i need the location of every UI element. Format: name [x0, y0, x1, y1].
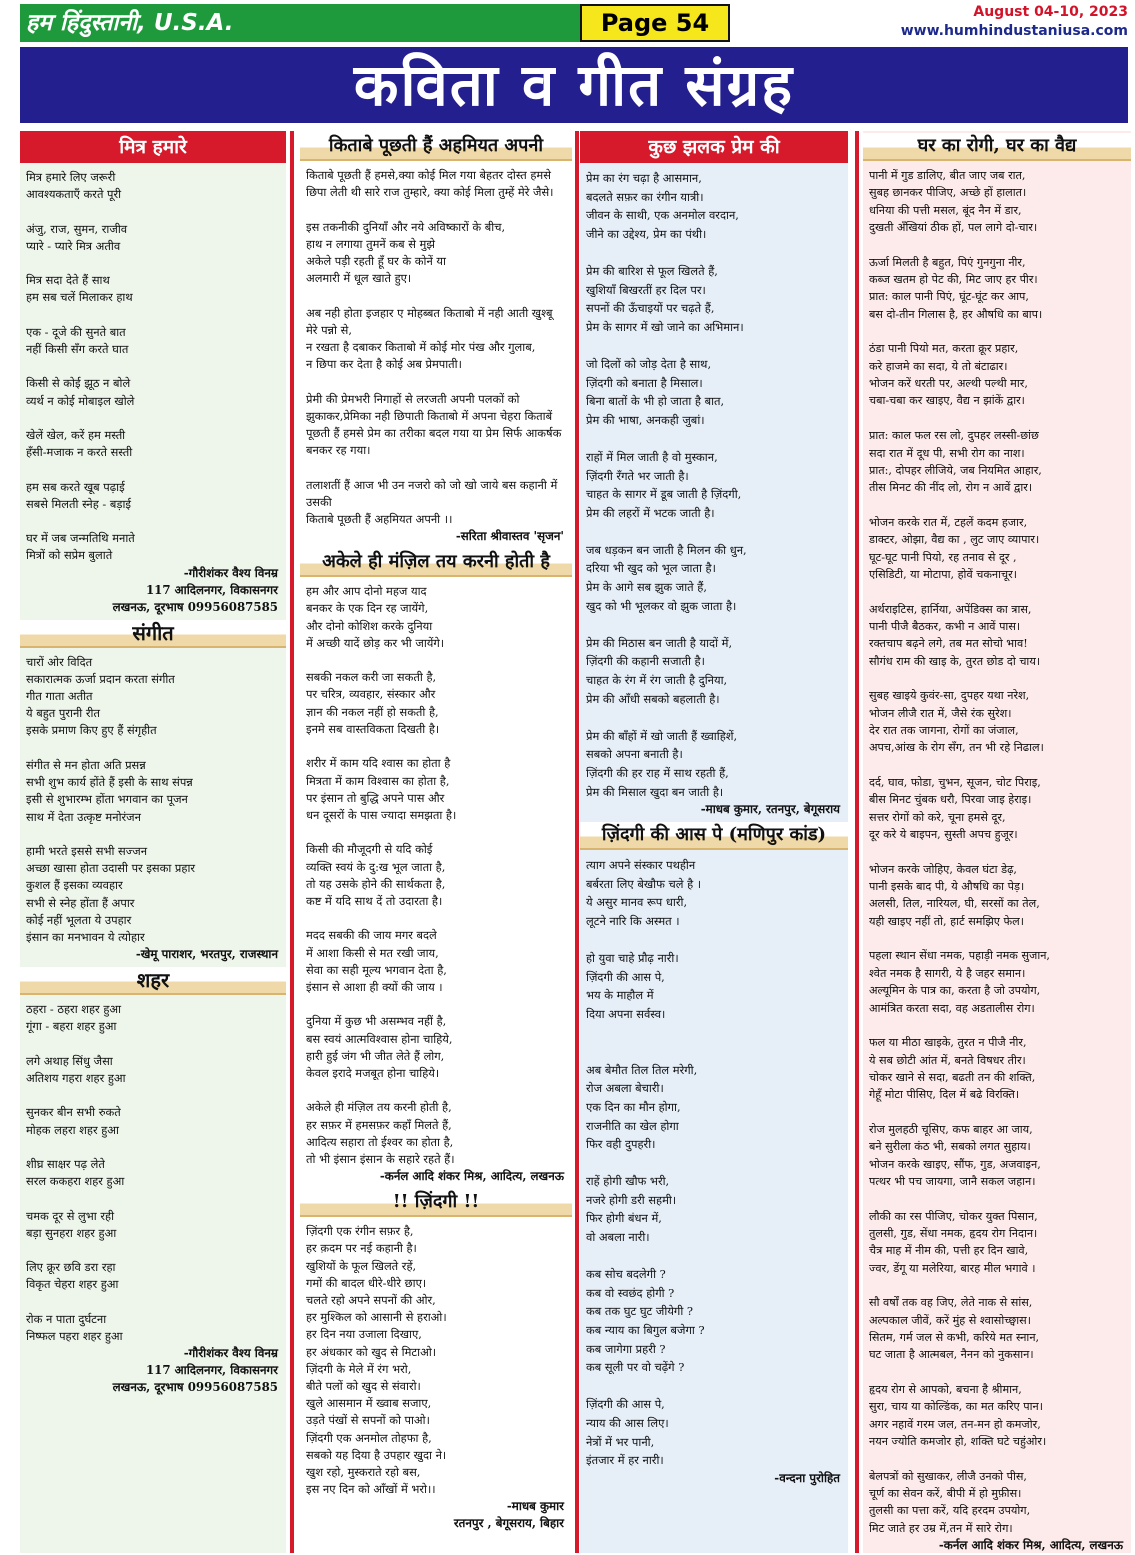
poem-credit-mitra: -गौरीशंकर वैश्य विनम्र 117 आदिलनगर, विकासनगर लखनऊ, दूरभाष 09956087585 — [112, 565, 278, 614]
brand-name: हम हिंदुस्तानी, U.S.A. — [20, 4, 580, 42]
poem-body-sangeet: चारों ओर विदित सकारात्मक ऊर्जा प्रदान करता संगीत गीत गाता अतीत ये बहुत पुरानी रीत इसके प्रमाण किए हुए हैं संगृहीत संगीत से मन होता अति प्रसन्न सभी शुभ कार्य होंते हैं इसी के साथ संपन्न इसी से शुभारम्भ होंता भगवान का पूजन साथ में देता उत्कृष्ट मनोरंजन हामी भरते इससे सभी सज्जन अच्छा खासा होता उदासी पर इसका प्रहार कुशल हैं इसका व्यवहार सभी से स्नेह होंता हैं अपार कोई नहीं भूलता ये उपहार इंसान का मनभावन ये त्योहार — [26, 654, 196, 944]
poem-body-shahar: ठहरा - ठहरा शहर हुआ गूंगा - बहरा शहर हुआ लगे अथाह सिंधु जैसा अतिशय गहरा शहर हुआ सुनकर बीन सभी रुकते मोहक लहरा शहर हुआ शीघ्र साक्षर पढ़ लेते सरल ककहरा शहर हुआ चमक दूर से लुभा रही बड़ा सुनहरा शहर हुआ लिए क्रूर छवि डरा रहा विकृत चेहरा शहर हुआ रोक न पाता दुर्घटना निष्फल पहरा शहर हुआ — [26, 1002, 126, 1343]
poem-title-zindagi: !! ज़िंदगी !! — [300, 1189, 572, 1217]
poem-body-ghar: पानी में गुड डालिए, बीत जाए जब रात, सुबह छानकर पीजिए, अच्छे हों हालात। धनिया की पत्ती मसल, बूंद नैन में डार, दुखती अँखियां ठीक हों, पल लागे दो-चार। ऊर्जा मिलती है बहुत, पिएं गुनगुना नीर, कब्ज खतम हो पेट की, मिट जाए हर पीर। प्रात: काल पानी पिएं, घूंट-घूंट कर आप, बस दो-तीन गिलास है, हर औषधि का बाप। ठंडा पानी पियो मत, करता क्रूर प्रहार, करे हाजमे का सदा, ये तो बंटाढार। भोजन करें धरती पर, अल्थी पल्थी मार, चबा-चबा कर खाइए, वैद्य न झांकें द्वार। प्रात: काल फल रस लो, दुपहर लस्सी-छांछ सदा रात में दूध पी, सभी रोग का नाश। प्रात:, दोपहर लीजिये, जब नियमित आहार, तीस मिनट की नींद लो, रोग न आवें द्वार। भोजन करके रात में, टहलें कदम हजार, डाक्टर, ओझा, वैद्य का , लुट जाए व्यापार। घूट-घूट पानी पियो, रह तनाव से दूर , एसिडिटी, या मोटापा, होवें चकनाचूर। अर्थराइटिस, हार्निया, अपेंडिक्स का त्रास, पानी पीजै बैठकर, कभी न आवें पास। रक्तचाप बढ़ने लगे, तब मत सोचो भाव! सौगंध राम की खाइ के, तुरत छोड दो चाय। सुबह खाइये कुवंर-सा, दुपहर यथा नरेश, भोजन लीजै रात में, जैसे रंक सुरेश। देर रात तक जागना, रोगों का जंजाल, अपच,आंख के रोग सँग, तन भी रहे निढाल। दर्द, घाव, फोडा, चुभन, सूजन, चोट पिराइ, बीस मिनट चुंबक धरौ, पिरवा जाइ हेराइ। सत्तर रोगों को करे, चूना हमसे दूर, दूर करे ये बाइपन, सुस्ती अपच हुजूर। भोजन करके जोहिए, केवल घंटा डेढ़, पानी इसके बाद पी, ये औषधि का पेड़। अलसी, तिल, नारियल, घी, सरसों का तेल, यही खाइए नहीं तो, हार्ट समझिए फेल। पहला स्थान सेंधा नमक, पहाड़ी नमक सुजान, श्वेत नमक है सागरी, ये है जहर समान। अल्यूमिन के पात्र का, करता है जो उपयोग, आमंत्रित करता सदा, वह अडतालीस रोग। फल या मीठा खाइके, तुरत न पीजै नीर, ये सब छोटी आंत में, बनते विषधर तीर। चोकर खाने से सदा, बढती तन की शक्ति, गेहूँ मोटा पीसिए, दिल में बढे विरक्ति। रोज मुलहठी चूसिए, कफ बाहर आ जाय, बने सुरीला कंठ भी, सबको लगत सुहाय। भोजन करके खाइए, सौंफ, गुड, अजवाइन, पत्थर भी पच जायगा, जानै सकल जहान। लौकी का रस पीजिए, चोकर युक्त पिसान, तुलसी, गुड, सेंधा नमक, हृदय रोग निदान। चैत्र माह में नीम की, पत्ती हर दिन खावे, ज्वर, डेंगू या मलेरिया, बारह मील भगावे । सौ वर्षों तक वह जिए, लेते नाक से सांस, अल्पकाल जीवें, करें मुंह से श्वासोच्छ्वास। सितम, गर्म जल से कभी, करिये मत स्नान, घट जाता है आत्मबल, नैनन को नुकसान। हृदय रोग से आपको, बचना है श्रीमान, सुरा, चाय या कोल्डिंक, का मत करिए पान। अगर नहावें गरम जल, तन-मन हो कमजोर, नयन ज्योति कमजोर हो, शक्ति घटे चहुंओर। बेलपत्रों को सुखाकर, लीजै उनको पीस, चूर्ण का सेवन करें, बीपी में हो मुफ़ीस। तुलसी का पत्ता करें, यदि हरदम उपयोग, मिट जाते हर उम्र में,तन में सारे रोग। — [869, 169, 1050, 1535]
poem-body-kitabe: किताबे पूछती हैं हमसे,क्या कोई मिल गया बेहतर दोस्त हमसे छिपा लेती थी सारे राज तुम्हारे, क्या कोई मिला तुम्हें मेरे जैसे। इस तकनीकी दुनियाँ और नये अविष्कारों के बीच, हाथ न लगाया तुमनें कब से मुझे अकेले पड़ी रहती हूँ घर के कोनें या अलमारी में धूल खाते हुए। अब नही होता इजहार ए मोहब्बत किताबो में नही आती खुश्बू मेरे पन्नो से, न रखता है दबाकर किताबो में कोई मोर पंख और गुलाब, न छिपा कर देता है कोई अब प्रेमपाती। प्रेमी की प्रेमभरी निगाहों से लरजती अपनी पलकों को झुकाकर,प्रेमिका नही छिपाती किताबो में अपना चेहरा किताबें पूछती हैं हमसे प्रेम का तरीका बदल गया या प्रेम सिर्फ आकर्षक बनकर रह गया। तलाशतीं हैं आज भी उन नजरो को जो खो जाये बस कहानी में उसकी किताबे पूछती हैं अहमियत अपनी ।। — [306, 168, 562, 527]
poem-credit-sangeet: -खेमू पाराशर, भरतपुर, राजस्थान — [135, 947, 278, 962]
poem-credit-zindagi: -माधब कुमार रतनपुर , बेगूसराय, बिहार — [453, 1499, 564, 1531]
poem-title-prem: कुछ झलक प्रेम की — [580, 131, 848, 163]
poem-body-mitra: मित्र हमारे लिए जरूरी आवश्यकताएँ करते पूरी अंजु, राज, सुमन, राजीव प्यारे - प्यारे मित्र अतीव मित्र सदा देते हैं साथ हम सब चलें मिलाकर हाथ एक - दूजे की सुनते बात नहीं किसी सँग करते घात किसी से कोई झूठ न बोले व्यर्थ न कोई मोबाइल खोले खेलें खेल, करें हम मस्ती हँसी-मजाक न करते सस्ती हम सब करते खूब पढ़ाई सबसे मिलती स्नेह - बड़ाई घर में जब जन्मतिथि मनाते मित्रों को सप्रेम बुलाते — [26, 170, 135, 563]
poem-title-ghar: घर का रोगी, घर का वैद्य — [863, 133, 1131, 161]
poem-title-sangeet: संगीत — [20, 620, 286, 648]
column-2 — [300, 131, 572, 1553]
poem-title-akele: अकेले ही मंज़िल तय करनी होती है — [300, 549, 572, 577]
poem-credit-prem: -माधब कुमार, रतनपुर, बेगूसराय — [700, 802, 840, 817]
column-divider — [855, 131, 859, 1553]
column-3 — [580, 131, 848, 1553]
poem-credit-ghar: -कर्नल आदि शंकर मिश्र, आदित्य, लखनऊ — [938, 1538, 1123, 1553]
column-divider — [290, 131, 294, 1553]
poem-body-zindagi: ज़िंदगी एक रंगीन सफ़र है, हर क़दम पर नई कहानी है। खुशियों के फूल खिलते रहें, गमों की बादल धीरे-धीरे छाए। चलते रहो अपने सपनों की ओर, हर मुश्किल को आसानी से हराओ। हर दिन नया उजाला दिखाए, हर अंधकार को खुद से मिटाओ। ज़िंदगी के मेले में रंग भरो, बीते पलों को खुद से संवारो। खुले आसमान में ख्वाब सजाए, उड़ते पंखों से सपनों को पाओ। ज़िंदगी एक अनमोल तोहफा है, सबको यह दिया है उपहार खुदा ने। खुश रहो, मुस्कराते रहो बस, इस नए दिन को आँखों में भरो।। — [306, 1224, 447, 1497]
column-1 — [20, 131, 286, 1553]
poem-title-kitabe: किताबे पूछती हैं अहमियत अपनी — [300, 133, 572, 161]
website-link[interactable]: www.humhindustaniusa.com — [900, 23, 1128, 39]
column-divider — [575, 131, 579, 1553]
poem-body-akele: हम और आप दोनो महज याद बनकर के एक दिन रह जायेंगे, और दोनो कोशिश करके दुनिया में अच्छी यादें छोड़ कर भी जायेंगे। सबकी नकल करी जा सकती है, पर चरित्र, व्यवहार, संस्कार और ज्ञान की नकल नहीं हो सकती है, इनमे सब वास्तविकता दिखती है। शरीर में काम यदि श्वास का होता है मित्रता में काम विश्वास का होता है, पर इंसान तो बुद्धि अपने पास और धन दूसरों के पास ज्यादा समझता है। किसी की मौजूदगी से यदि कोई व्यक्ति स्वयं के दु:ख भूल जाता है, तो यह उसके होने की सार्थकता है, कष्ट में यदि साथ दें तो उदारता है। मदद सबकी की जाय मगर बदले में आशा किसी से मत रखी जाय, सेवा का सही मूल्य भगवान देता है, इंसान से आशा ही क्यों की जाय । दुनिया में कुछ भी असम्भव नहीं है, बस स्वयं आत्मविश्वास होना चाहिये, हारी हुई जंग भी जीत लेते हैं लोग, केवल इरादे मजबूत होना चाहिये। अकेले ही मंज़िल तय करनी होती है, हर सफ़र में हमसफ़र कहाँ मिलते हैं, आदित्य सहारा तो ईश्वर का होता है, तो भी इंसान इंसान के सहारे रहते हैं। — [306, 584, 457, 1166]
section-banner: कविता व गीत संग्रह — [20, 47, 1128, 123]
masthead — [20, 4, 1128, 42]
issue-date: August 04-10, 2023 — [973, 4, 1128, 20]
poem-credit-kitabe: -सरिता श्रीवास्तव 'सृजन' — [455, 529, 564, 544]
poem-credit-aas: -वन्दना पुरोहित — [774, 1470, 840, 1485]
poem-credit-akele: -कर्नल आदि शंकर मिश्र, आदित्य, लखनऊ — [379, 1169, 564, 1184]
column-4 — [863, 131, 1131, 1553]
poem-body-aas: त्याग अपने संस्कार पथहीन बर्बरता लिए बेखौफ चले है । ये असुर मानव रूप धारी, लूटने नारि कि अस्मत । हो युवा चाहे प्रौढ़ नारी। ज़िंदगी की आस पे, भय के माहौल में दिया अपना सर्वस्व। अब बेमौत तिल तिल मरेगी, रोज अबला बेचारी। एक दिन का मौन होगा, राजनीति का खेल होगा फिर वही दुपहरी। राहें होगी खौफ भरी, नजरे होगी डरी सहमी। फिर होगी बंधन में, वो अबला नारी। कब सोच बदलेगी ? कब वो स्वछंद होगी ? कब तक घुट घुट जीयेगी ? कब न्याय का बिगुल बजेगा ? कब जागेगा प्रहरी ? कब सूली पर वो चढ़ेंगे ? ज़िंदगी की आस पे, न्याय की आस लिए। नेत्रों में भर पानी, इंतजार में हर नारी। — [586, 858, 705, 1468]
poem-body-prem: प्रेम का रंग चढ़ा है आसमान, बदलते सफ़र का रंगीन यात्री। जीवन के साथी, एक अनमोल वरदान, जीने का उद्देश्य, प्रेम का पंथी। प्रेम की बारिश से फूल खिलते हैं, खुशियाँ बिखरतीं हर दिल पर। सपनों की ऊँचाइयों पर चढ़ते हैं, प्रेम के सागर में खो जाने का अभिमान। जो दिलों को जोड़ देता है साथ, ज़िंदगी को बनाता है मिसाल। बिना बातों के भी हो जाता है बात, प्रेम की भाषा, अनकही जुबां। राहों में मिल जाती है वो मुस्कान, ज़िंदगी रँगते भर जाती है। चाहत के सागर में डूब जाती है ज़िंदगी, प्रेम की लहरों में भटक जाती है। जब धड़कन बन जाती है मिलन की धुन, दरिया भी खुद को भूल जाता है। प्रेम के आगे सब झुक जाते हैं, खुद को भी भूलकर वो झुक जाता है। प्रेम की मिठास बन जाती है यादों में, ज़िंदगी की कहानी सजाती है। चाहत के रंग में रंग जाती है दुनिया, प्रेम की आँधी सबको बहलाती है। प्रेम की बाँहों में खो जाती हैं ख्वाहिशें, सबको अपना बनाती है। ज़िंदगी की हर राह में साथ रहती हैं, प्रेम की मिसाल खुदा बन जाती है। — [586, 171, 747, 799]
page-number: Page 54 — [580, 4, 730, 42]
poem-title-shahar: शहर — [20, 967, 286, 995]
poem-title-aas: ज़िंदगी की आस पे (मणिपुर कांड) — [580, 822, 848, 850]
poem-credit-shahar: -गौरीशंकर वैश्य विनम्र 117 आदिलनगर, विकासनगर लखनऊ, दूरभाष 09956087585 — [112, 1346, 278, 1395]
poem-title-mitra: मित्र हमारे — [20, 131, 286, 163]
